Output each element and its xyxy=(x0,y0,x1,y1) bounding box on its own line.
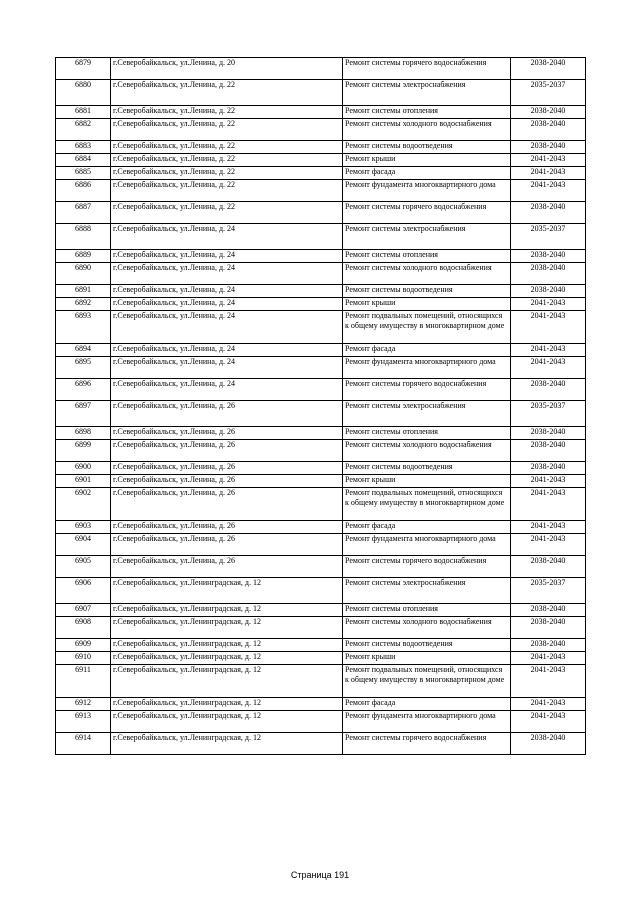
work-type-cell: Ремонт крыши xyxy=(343,154,511,167)
row-number: 6879 xyxy=(56,58,111,80)
period-cell: 2041-2043 xyxy=(511,298,586,311)
address-cell: г.Северобайкальск, ул.Ленина, д. 20 xyxy=(111,58,343,80)
work-type-cell: Ремонт системы горячего водоснабжения xyxy=(343,556,511,578)
period-cell: 2035-2037 xyxy=(511,578,586,604)
address-cell: г.Северобайкальск, ул.Ленинградская, д. 12 xyxy=(111,578,343,604)
table-row xyxy=(56,202,586,224)
period-cell: 2038-2040 xyxy=(511,639,586,652)
work-type-cell: Ремонт системы холодного водоснабжения xyxy=(343,617,511,639)
work-type-cell: Ремонт системы электроснабжения xyxy=(343,80,511,106)
row-number: 6914 xyxy=(56,733,111,755)
table-row xyxy=(56,379,586,401)
table-body xyxy=(56,58,586,755)
table-row xyxy=(56,119,586,141)
address-cell: г.Северобайкальск, ул.Ленинградская, д. 12 xyxy=(111,711,343,733)
capital-repair-table xyxy=(55,57,586,755)
work-type-cell: Ремонт фундамента многоквартирного дома xyxy=(343,180,511,202)
row-number: 6901 xyxy=(56,475,111,488)
address-cell: г.Северобайкальск, ул.Ленинградская, д. 12 xyxy=(111,665,343,698)
work-type-cell: Ремонт системы отопления xyxy=(343,604,511,617)
row-number: 6903 xyxy=(56,521,111,534)
address-cell: г.Северобайкальск, ул.Ленина, д. 22 xyxy=(111,106,343,119)
period-cell: 2038-2040 xyxy=(511,617,586,639)
row-number: 6899 xyxy=(56,440,111,462)
address-cell: г.Северобайкальск, ул.Ленина, д. 22 xyxy=(111,180,343,202)
address-cell: г.Северобайкальск, ул.Ленина, д. 24 xyxy=(111,285,343,298)
period-cell: 2041-2043 xyxy=(511,344,586,357)
work-type-cell: Ремонт системы электроснабжения xyxy=(343,401,511,427)
table-row xyxy=(56,263,586,285)
table-row xyxy=(56,652,586,665)
table-row xyxy=(56,578,586,604)
address-cell: г.Северобайкальск, ул.Ленина, д. 26 xyxy=(111,488,343,521)
address-cell: г.Северобайкальск, ул.Ленина, д. 24 xyxy=(111,263,343,285)
row-number: 6912 xyxy=(56,698,111,711)
table-row xyxy=(56,167,586,180)
table-row xyxy=(56,462,586,475)
row-number: 6897 xyxy=(56,401,111,427)
work-type-cell: Ремонт фундамента многоквартирного дома xyxy=(343,534,511,556)
address-cell: г.Северобайкальск, ул.Ленина, д. 24 xyxy=(111,311,343,344)
period-cell: 2038-2040 xyxy=(511,263,586,285)
period-cell: 2035-2037 xyxy=(511,401,586,427)
row-number: 6891 xyxy=(56,285,111,298)
row-number: 6893 xyxy=(56,311,111,344)
address-cell: г.Северобайкальск, ул.Ленинградская, д. 12 xyxy=(111,617,343,639)
table-row xyxy=(56,698,586,711)
row-number: 6887 xyxy=(56,202,111,224)
row-number: 6880 xyxy=(56,80,111,106)
period-cell: 2041-2043 xyxy=(511,180,586,202)
work-type-cell: Ремонт системы электроснабжения xyxy=(343,578,511,604)
work-type-cell: Ремонт подвальных помещений, относящихся к общему имуществу в многоквартирном доме xyxy=(343,665,511,698)
table-row xyxy=(56,733,586,755)
work-type-cell: Ремонт фундамента многоквартирного дома xyxy=(343,711,511,733)
table-row xyxy=(56,488,586,521)
period-cell: 2041-2043 xyxy=(511,357,586,379)
work-type-cell: Ремонт системы водоотведения xyxy=(343,285,511,298)
row-number: 6902 xyxy=(56,488,111,521)
table-row xyxy=(56,521,586,534)
address-cell: г.Северобайкальск, ул.Ленина, д. 22 xyxy=(111,141,343,154)
row-number: 6895 xyxy=(56,357,111,379)
row-number: 6904 xyxy=(56,534,111,556)
table-row xyxy=(56,80,586,106)
period-cell: 2038-2040 xyxy=(511,141,586,154)
period-cell: 2041-2043 xyxy=(511,534,586,556)
table-row xyxy=(56,298,586,311)
address-cell: г.Северобайкальск, ул.Ленина, д. 22 xyxy=(111,80,343,106)
period-cell: 2038-2040 xyxy=(511,119,586,141)
work-type-cell: Ремонт системы отопления xyxy=(343,427,511,440)
table-row xyxy=(56,250,586,263)
row-number: 6881 xyxy=(56,106,111,119)
table-row xyxy=(56,154,586,167)
table-row xyxy=(56,357,586,379)
table-row xyxy=(56,711,586,733)
work-type-cell: Ремонт системы отопления xyxy=(343,106,511,119)
table-row xyxy=(56,604,586,617)
row-number: 6890 xyxy=(56,263,111,285)
work-type-cell: Ремонт фасада xyxy=(343,167,511,180)
address-cell: г.Северобайкальск, ул.Ленина, д. 26 xyxy=(111,462,343,475)
table-row xyxy=(56,401,586,427)
work-type-cell: Ремонт крыши xyxy=(343,298,511,311)
period-cell: 2038-2040 xyxy=(511,58,586,80)
work-type-cell: Ремонт системы водоотведения xyxy=(343,639,511,652)
period-cell: 2041-2043 xyxy=(511,488,586,521)
address-cell: г.Северобайкальск, ул.Ленина, д. 24 xyxy=(111,224,343,250)
table-row xyxy=(56,224,586,250)
row-number: 6894 xyxy=(56,344,111,357)
period-cell: 2041-2043 xyxy=(511,475,586,488)
table-row xyxy=(56,344,586,357)
address-cell: г.Северобайкальск, ул.Ленинградская, д. 12 xyxy=(111,652,343,665)
work-type-cell: Ремонт системы водоотведения xyxy=(343,462,511,475)
row-number: 6900 xyxy=(56,462,111,475)
row-number: 6910 xyxy=(56,652,111,665)
address-cell: г.Северобайкальск, ул.Ленинградская, д. 12 xyxy=(111,604,343,617)
address-cell: г.Северобайкальск, ул.Ленина, д. 22 xyxy=(111,154,343,167)
table-row xyxy=(56,534,586,556)
row-number: 6882 xyxy=(56,119,111,141)
row-number: 6896 xyxy=(56,379,111,401)
period-cell: 2041-2043 xyxy=(511,311,586,344)
address-cell: г.Северобайкальск, ул.Ленина, д. 26 xyxy=(111,534,343,556)
work-type-cell: Ремонт фасада xyxy=(343,344,511,357)
address-cell: г.Северобайкальск, ул.Ленина, д. 24 xyxy=(111,357,343,379)
address-cell: г.Северобайкальск, ул.Ленина, д. 24 xyxy=(111,379,343,401)
address-cell: г.Северобайкальск, ул.Ленина, д. 26 xyxy=(111,521,343,534)
work-type-cell: Ремонт системы холодного водоснабжения xyxy=(343,263,511,285)
address-cell: г.Северобайкальск, ул.Ленина, д. 22 xyxy=(111,202,343,224)
table-row xyxy=(56,665,586,698)
row-number: 6906 xyxy=(56,578,111,604)
table-row xyxy=(56,58,586,80)
address-cell: г.Северобайкальск, ул.Ленина, д. 24 xyxy=(111,298,343,311)
work-type-cell: Ремонт системы горячего водоснабжения xyxy=(343,733,511,755)
address-cell: г.Северобайкальск, ул.Ленина, д. 24 xyxy=(111,250,343,263)
address-cell: г.Северобайкальск, ул.Ленинградская, д. 12 xyxy=(111,698,343,711)
work-type-cell: Ремонт системы отопления xyxy=(343,250,511,263)
period-cell: 2038-2040 xyxy=(511,202,586,224)
period-cell: 2041-2043 xyxy=(511,698,586,711)
work-type-cell: Ремонт системы холодного водоснабжения xyxy=(343,119,511,141)
address-cell: г.Северобайкальск, ул.Ленинградская, д. 12 xyxy=(111,639,343,652)
work-type-cell: Ремонт системы электроснабжения xyxy=(343,224,511,250)
period-cell: 2038-2040 xyxy=(511,440,586,462)
work-type-cell: Ремонт фундамента многоквартирного дома xyxy=(343,357,511,379)
table-row xyxy=(56,617,586,639)
address-cell: г.Северобайкальск, ул.Ленинградская, д. 12 xyxy=(111,733,343,755)
period-cell: 2038-2040 xyxy=(511,604,586,617)
row-number: 6883 xyxy=(56,141,111,154)
period-cell: 2038-2040 xyxy=(511,733,586,755)
row-number: 6886 xyxy=(56,180,111,202)
table-row xyxy=(56,180,586,202)
work-type-cell: Ремонт фасада xyxy=(343,521,511,534)
period-cell: 2038-2040 xyxy=(511,285,586,298)
period-cell: 2041-2043 xyxy=(511,167,586,180)
row-number: 6898 xyxy=(56,427,111,440)
row-number: 6909 xyxy=(56,639,111,652)
table-row xyxy=(56,475,586,488)
period-cell: 2038-2040 xyxy=(511,106,586,119)
page-number: Страница 191 xyxy=(290,870,350,880)
address-cell: г.Северобайкальск, ул.Ленина, д. 26 xyxy=(111,401,343,427)
table-row xyxy=(56,440,586,462)
row-number: 6908 xyxy=(56,617,111,639)
work-type-cell: Ремонт подвальных помещений, относящихся к общему имуществу в многоквартирном доме xyxy=(343,488,511,521)
address-cell: г.Северобайкальск, ул.Ленина, д. 22 xyxy=(111,119,343,141)
row-number: 6888 xyxy=(56,224,111,250)
period-cell: 2038-2040 xyxy=(511,462,586,475)
period-cell: 2038-2040 xyxy=(511,250,586,263)
period-cell: 2041-2043 xyxy=(511,652,586,665)
period-cell: 2038-2040 xyxy=(511,379,586,401)
work-type-cell: Ремонт подвальных помещений, относящихся к общему имуществу в многоквартирном доме xyxy=(343,311,511,344)
table-row xyxy=(56,639,586,652)
period-cell: 2035-2037 xyxy=(511,224,586,250)
period-cell: 2038-2040 xyxy=(511,427,586,440)
address-cell: г.Северобайкальск, ул.Ленина, д. 22 xyxy=(111,167,343,180)
table-row xyxy=(56,285,586,298)
address-cell: г.Северобайкальск, ул.Ленина, д. 26 xyxy=(111,556,343,578)
table-row xyxy=(56,141,586,154)
work-type-cell: Ремонт системы горячего водоснабжения xyxy=(343,379,511,401)
work-type-cell: Ремонт системы горячего водоснабжения xyxy=(343,58,511,80)
period-cell: 2041-2043 xyxy=(511,154,586,167)
work-type-cell: Ремонт фасада xyxy=(343,698,511,711)
period-cell: 2038-2040 xyxy=(511,556,586,578)
row-number: 6905 xyxy=(56,556,111,578)
table-row xyxy=(56,556,586,578)
row-number: 6913 xyxy=(56,711,111,733)
period-cell: 2035-2037 xyxy=(511,80,586,106)
table-row xyxy=(56,106,586,119)
work-type-cell: Ремонт системы водоотведения xyxy=(343,141,511,154)
work-type-cell: Ремонт крыши xyxy=(343,475,511,488)
row-number: 6889 xyxy=(56,250,111,263)
table-row xyxy=(56,427,586,440)
row-number: 6907 xyxy=(56,604,111,617)
period-cell: 2041-2043 xyxy=(511,711,586,733)
row-number: 6892 xyxy=(56,298,111,311)
address-cell: г.Северобайкальск, ул.Ленина, д. 26 xyxy=(111,475,343,488)
row-number: 6911 xyxy=(56,665,111,698)
work-type-cell: Ремонт системы горячего водоснабжения xyxy=(343,202,511,224)
address-cell: г.Северобайкальск, ул.Ленина, д. 24 xyxy=(111,344,343,357)
address-cell: г.Северобайкальск, ул.Ленина, д. 26 xyxy=(111,427,343,440)
work-type-cell: Ремонт крыши xyxy=(343,652,511,665)
row-number: 6884 xyxy=(56,154,111,167)
address-cell: г.Северобайкальск, ул.Ленина, д. 26 xyxy=(111,440,343,462)
period-cell: 2041-2043 xyxy=(511,665,586,698)
work-type-cell: Ремонт системы холодного водоснабжения xyxy=(343,440,511,462)
table-row xyxy=(56,311,586,344)
period-cell: 2041-2043 xyxy=(511,521,586,534)
row-number: 6885 xyxy=(56,167,111,180)
